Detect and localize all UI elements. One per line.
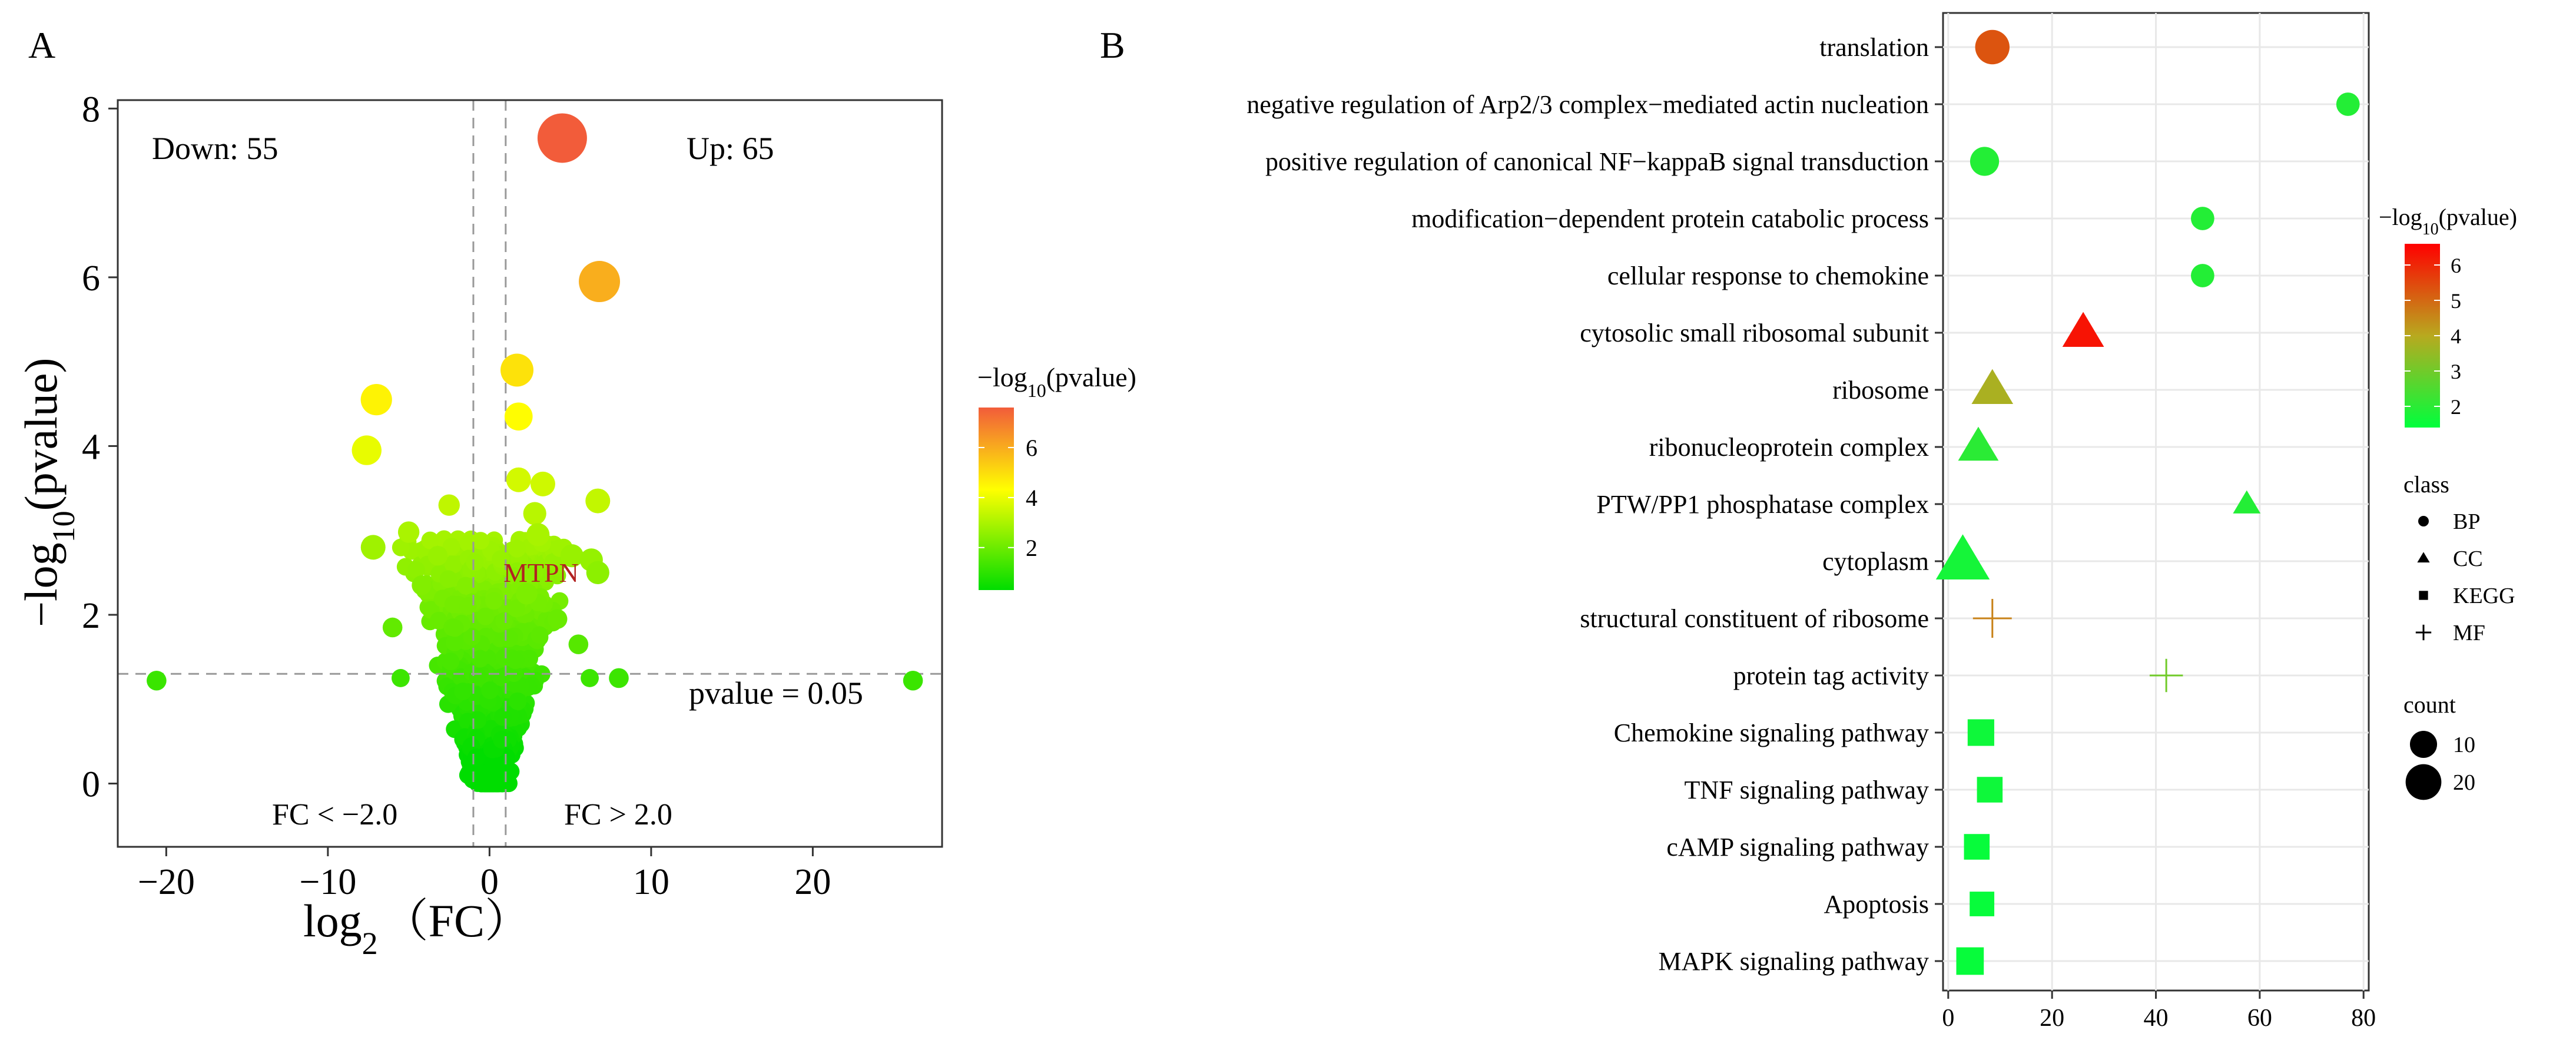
- volcano-y-axis-label: $-\log_{10}(pvalue)$: [15, 357, 81, 627]
- annotation-fc-negative: FC < −2.0: [272, 798, 398, 832]
- volcano-point: [508, 540, 526, 558]
- enrichment-bubble-plot: [1246, 13, 2376, 1032]
- volcano-highlight-point: [428, 546, 448, 566]
- volcano-plot: [15, 90, 942, 961]
- enrichment-category-label: Apoptosis: [1824, 890, 1929, 919]
- enrichment-category-label: positive regulation of canonical NF−kappaB signal transduction: [1265, 147, 1929, 176]
- volcano-point: [457, 577, 475, 595]
- volcano-point: [454, 683, 472, 700]
- enrichment-category-label: ribonucleoprotein complex: [1649, 433, 1929, 462]
- volcano-y-tick-label: 2: [82, 595, 100, 636]
- count-legend-items: [2406, 731, 2475, 800]
- volcano-highlight-point: [500, 353, 533, 386]
- volcano-highlight-point: [586, 561, 609, 584]
- volcano-highlight-point: [581, 669, 599, 687]
- annotation-down-count: Down: 55: [152, 131, 279, 166]
- volcano-point: [531, 626, 548, 644]
- enrichment-legend-title: $-\log_{10}(pvalue)$: [2379, 204, 2517, 239]
- volcano-highlight-point: [147, 671, 167, 691]
- enrichment-points: [1936, 30, 2360, 975]
- enrichment-category-label: protein tag activity: [1733, 661, 1929, 690]
- volcano-highlight-point: [506, 468, 531, 492]
- volcano-legend-tick-label: 4: [1026, 484, 1037, 511]
- volcano-legend-title: $-\log_{10}(pvalue)$: [977, 362, 1136, 401]
- enrichment-legend-tick-label: 6: [2451, 254, 2461, 277]
- enrichment-point: [1936, 534, 1990, 579]
- enrichment-category-label: negative regulation of Arp2/3 complex−mediated actin nucleation: [1246, 90, 1929, 119]
- volcano-point: [469, 668, 486, 685]
- class-legend-key: [2418, 516, 2429, 526]
- enrichment-category-label: cytosolic small ribosomal subunit: [1580, 319, 1929, 347]
- volcano-point: [506, 651, 524, 669]
- count-legend: [2403, 691, 2475, 800]
- volcano-highlight-point: [412, 575, 432, 595]
- volcano-highlight-point: [439, 495, 460, 516]
- enrichment-legend-tick-label: 2: [2451, 395, 2461, 419]
- enrichment-point: [2336, 92, 2360, 116]
- enrichment-point: [2233, 491, 2260, 514]
- enrichment-category-label: cellular response to chemokine: [1607, 261, 1929, 290]
- volcano-x-tick-label: 20: [794, 862, 831, 902]
- class-legend-key: [2417, 552, 2429, 562]
- volcano-highlight-point: [361, 384, 392, 415]
- volcano-highlight-point: [609, 668, 629, 688]
- volcano-point: [472, 532, 489, 549]
- count-legend-label: 20: [2453, 770, 2475, 795]
- class-legend-key: [2416, 625, 2431, 640]
- enrichment-x-tick-label: 40: [2143, 1005, 2169, 1032]
- volcano-plot-border: [118, 100, 942, 847]
- volcano-x-tick-label: −20: [137, 862, 195, 902]
- enrichment-point: [2191, 207, 2214, 230]
- enrichment-point: [2063, 312, 2104, 347]
- volcano-highlight-point: [398, 521, 419, 542]
- count-legend-label: 10: [2453, 733, 2475, 757]
- volcano-point: [446, 619, 464, 637]
- enrichment-point: [1973, 599, 2012, 638]
- volcano-highlight-point: [585, 489, 610, 514]
- volcano-point: [476, 608, 494, 625]
- annotation-gene-mtpn: MTPN: [503, 558, 579, 588]
- enrichment-category-label: ribosome: [1832, 376, 1929, 405]
- enrichment-point: [1956, 948, 1984, 975]
- volcano-x-ticks: [138, 847, 831, 902]
- volcano-point: [440, 570, 457, 588]
- volcano-highlight-point: [903, 671, 923, 691]
- class-legend-key: [2419, 591, 2428, 599]
- annotation-up-count: Up: 65: [687, 131, 774, 166]
- enrichment-category-label: translation: [1819, 33, 1929, 62]
- enrichment-legend-tick-label: 4: [2451, 324, 2461, 348]
- annotation-pvalue-threshold: pvalue = 0.05: [689, 675, 863, 711]
- enrichment-gridlines: [1943, 13, 2369, 991]
- volcano-point: [468, 748, 485, 766]
- enrichment-point: [1964, 834, 1990, 860]
- volcano-x-axis-label: $\log_2 (FC)$: [303, 895, 531, 961]
- enrichment-point: [1975, 30, 2010, 64]
- volcano-y-tick-label: 8: [82, 90, 100, 130]
- panel-label-a: A: [28, 24, 56, 66]
- enrichment-category-label: cAMP signaling pathway: [1666, 833, 1929, 862]
- enrichment-point: [2150, 659, 2183, 692]
- volcano-highlight-point: [569, 634, 589, 654]
- class-legend-label: MF: [2453, 621, 2485, 645]
- volcano-color-legend: [977, 362, 1136, 590]
- count-legend-key: [2410, 731, 2437, 758]
- count-legend-title: count: [2403, 691, 2456, 718]
- volcano-x-tick-label: 10: [632, 862, 669, 902]
- volcano-point: [469, 711, 486, 729]
- volcano-point: [466, 553, 483, 571]
- class-legend-label: KEGG: [2453, 584, 2515, 608]
- enrichment-category-label: structural constituent of ribosome: [1580, 604, 1929, 633]
- volcano-y-tick-label: 6: [82, 258, 100, 299]
- enrichment-point: [1970, 892, 1994, 916]
- volcano-legend-tick-label: 6: [1026, 434, 1037, 461]
- volcano-y-tick-label: 0: [82, 764, 100, 805]
- volcano-point: [500, 630, 518, 647]
- volcano-point: [498, 764, 516, 781]
- volcano-point: [494, 708, 512, 726]
- enrichment-x-ticks: [1942, 991, 2376, 1032]
- volcano-point: [480, 773, 498, 791]
- enrichment-point: [1970, 147, 1999, 175]
- volcano-highlight-point: [523, 502, 546, 525]
- enrichment-point: [1977, 777, 2003, 803]
- annotation-fc-positive: FC > 2.0: [564, 798, 672, 832]
- class-legend-title: class: [2403, 471, 2449, 498]
- enrichment-color-legend: [2379, 204, 2517, 428]
- volcano-point: [481, 681, 499, 699]
- count-legend-key: [2406, 764, 2442, 800]
- class-legend-label: BP: [2453, 509, 2481, 534]
- enrichment-point: [1968, 719, 1994, 746]
- volcano-legend-colorbar: [979, 408, 1014, 590]
- enrichment-x-tick-label: 80: [2351, 1005, 2376, 1032]
- enrichment-x-tick-label: 20: [2040, 1005, 2065, 1032]
- class-legend-items: [2416, 509, 2515, 645]
- enrichment-point: [1958, 427, 1999, 461]
- volcano-highlight-point: [526, 523, 549, 546]
- volcano-y-tick-label: 4: [82, 427, 100, 468]
- volcano-point: [442, 652, 459, 670]
- volcano-legend-tick-label: 2: [1026, 534, 1037, 561]
- volcano-highlight-point: [361, 535, 386, 559]
- volcano-highlight-point: [531, 472, 555, 496]
- volcano-y-ticks: [82, 90, 118, 804]
- volcano-point: [509, 693, 526, 710]
- volcano-x-tick-label: −10: [299, 862, 357, 902]
- volcano-highlight-point: [548, 609, 568, 629]
- volcano-highlight-point: [352, 435, 382, 465]
- panel-label-b: B: [1100, 24, 1125, 66]
- volcano-highlight-point: [383, 618, 403, 638]
- enrichment-category-labels: [1246, 33, 1943, 976]
- enrichment-legend-tick-label: 3: [2451, 360, 2461, 383]
- enrichment-x-tick-label: 0: [1942, 1005, 1955, 1032]
- volcano-threshold-lines: [118, 100, 942, 847]
- enrichment-category-label: PTW/PP1 phosphatase complex: [1596, 490, 1929, 519]
- volcano-point: [495, 612, 513, 630]
- class-legend: [2403, 471, 2515, 645]
- enrichment-point: [2191, 264, 2214, 287]
- class-legend-label: CC: [2453, 546, 2483, 571]
- enrichment-category-label: Chemokine signaling pathway: [1613, 718, 1929, 747]
- volcano-point: [485, 592, 503, 610]
- volcano-point: [459, 597, 477, 615]
- volcano-point: [493, 731, 510, 748]
- enrichment-x-tick-label: 60: [2247, 1005, 2272, 1032]
- enrichment-category-label: TNF signaling pathway: [1684, 776, 1929, 804]
- volcano-highlight-point: [579, 261, 620, 302]
- enrichment-legend-tick-label: 5: [2451, 289, 2461, 313]
- volcano-highlight-point: [505, 402, 533, 430]
- enrichment-category-label: cytoplasm: [1822, 547, 1929, 576]
- enrichment-category-label: MAPK signaling pathway: [1658, 947, 1929, 976]
- enrichment-point: [1971, 369, 2013, 404]
- volcano-highlight-point: [392, 669, 410, 687]
- volcano-x-tick-label: 0: [480, 862, 499, 902]
- volcano-highlight-point: [538, 113, 587, 163]
- enrichment-category-label: modification−dependent protein catabolic process: [1411, 204, 1929, 233]
